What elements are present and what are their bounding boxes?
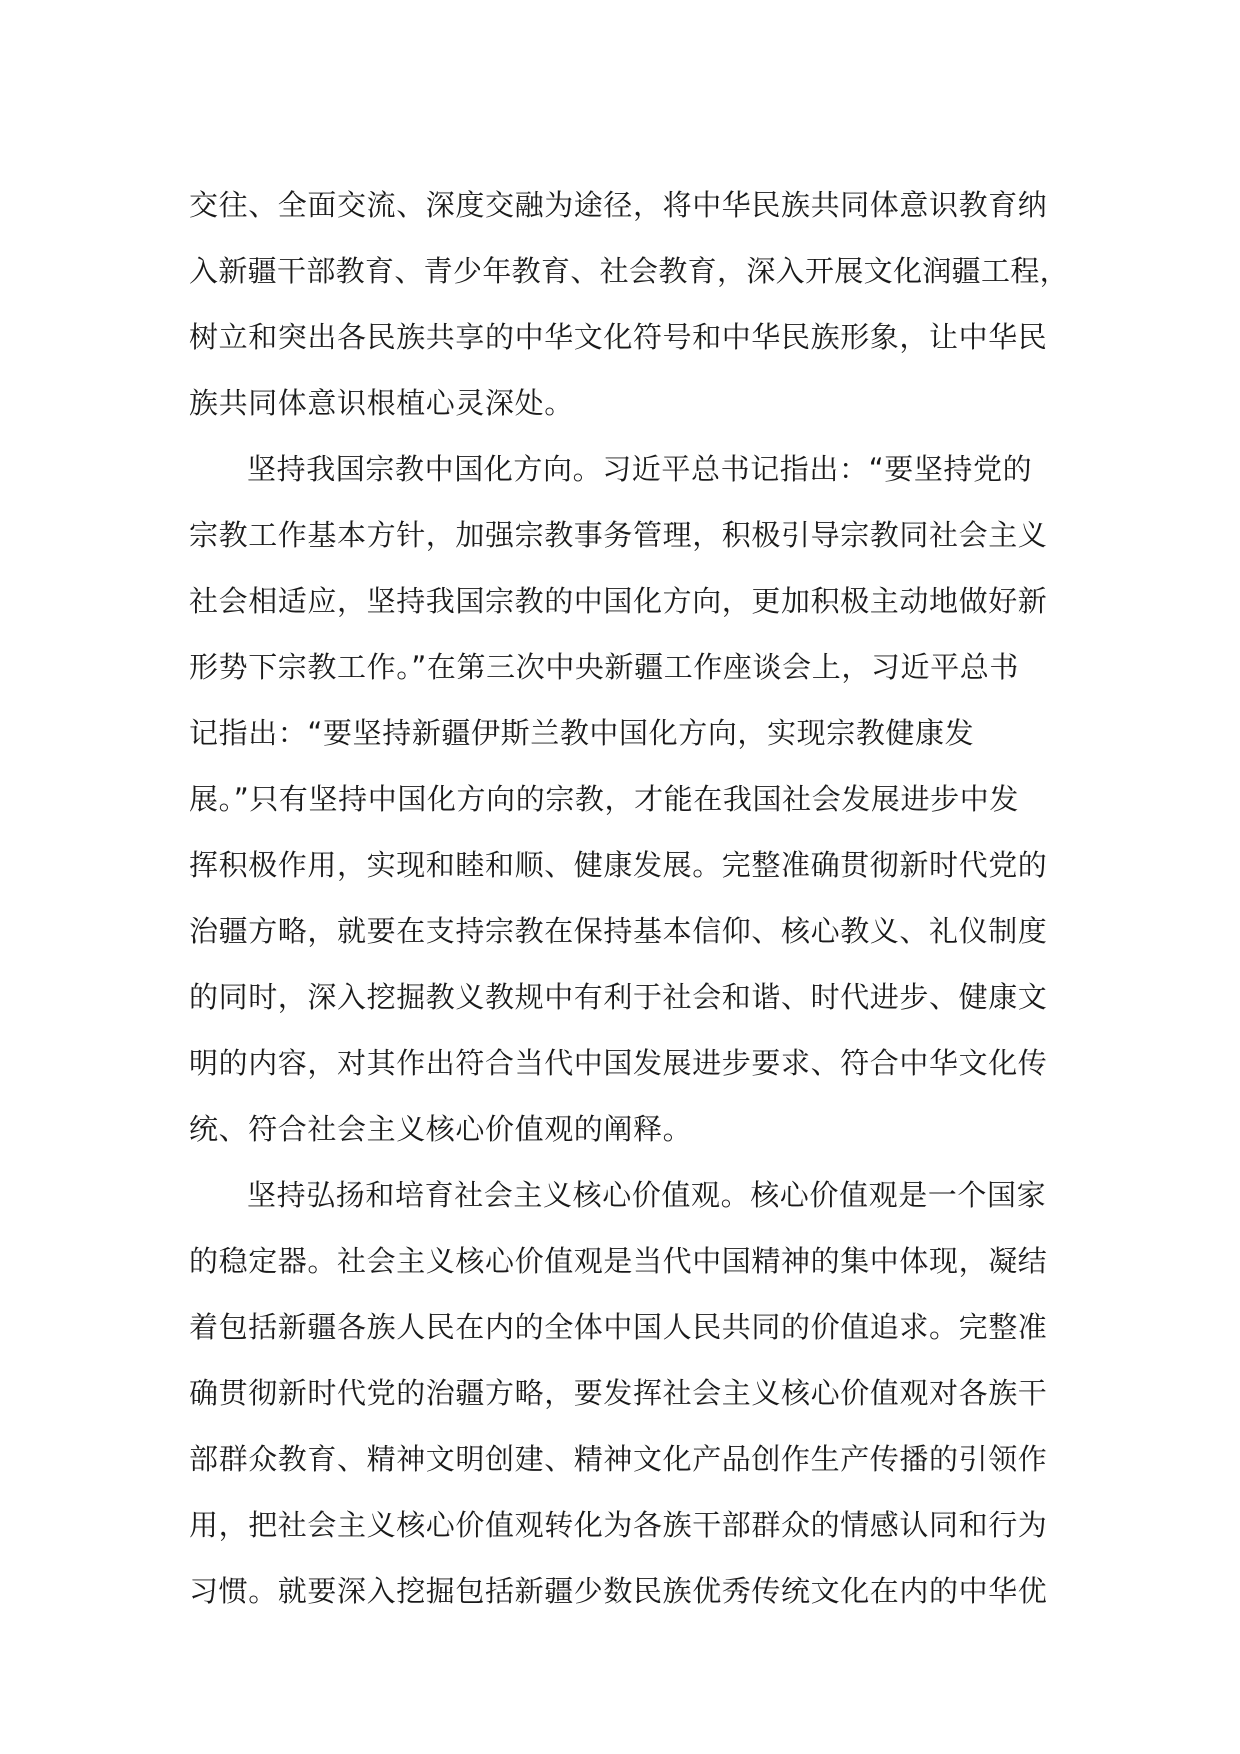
- text-line: 部群众教育、精神文明创建、精神文化产品创作生产传播的引领作: [189, 1442, 1048, 1476]
- text-line: 族共同体意识根植心灵深处。: [189, 386, 574, 420]
- text-line: 展。”只有坚持中国化方向的宗教，才能在我国社会发展进步中发: [189, 782, 1019, 816]
- text-line: 确贯彻新时代党的治疆方略，要发挥社会主义核心价值观对各族干: [189, 1376, 1048, 1410]
- text-line: 着包括新疆各族人民在内的全体中国人民共同的价值追求。完整准: [189, 1310, 1048, 1344]
- text-line: 的同时，深入挖掘教义教规中有利于社会和谐、时代进步、健康文: [189, 980, 1048, 1014]
- text-line: 明的内容，对其作出符合当代中国发展进步要求、符合中华文化传: [189, 1046, 1048, 1080]
- text-line: 坚持弘扬和培育社会主义核心价值观。核心价值观是一个国家: [247, 1178, 1047, 1212]
- text-line: 形势下宗教工作。”在第三次中央新疆工作座谈会上，习近平总书: [189, 650, 1019, 684]
- text-line: 习惯。就要深入挖掘包括新疆少数民族优秀传统文化在内的中华优: [189, 1574, 1048, 1608]
- text-line: 入新疆干部教育、青少年教育、社会教育，深入开展文化润疆工程，: [189, 254, 1070, 288]
- text-line: 用，把社会主义核心价值观转化为各族干部群众的情感认同和行为: [189, 1508, 1048, 1542]
- document-body: [189, 172, 1069, 1624]
- text-line: 的稳定器。社会主义核心价值观是当代中国精神的集中体现，凝结: [189, 1244, 1048, 1278]
- text-line: 治疆方略，就要在支持宗教在保持基本信仰、核心教义、礼仪制度: [189, 914, 1048, 948]
- text-line: 挥积极作用，实现和睦和顺、健康发展。完整准确贯彻新时代党的: [189, 848, 1048, 882]
- text-line: 宗教工作基本方针，加强宗教事务管理，积极引导宗教同社会主义: [189, 518, 1048, 552]
- text-line: 交往、全面交流、深度交融为途径，将中华民族共同体意识教育纳: [189, 188, 1048, 222]
- text-line: 坚持我国宗教中国化方向。习近平总书记指出：“要坚持党的: [247, 452, 1033, 486]
- text-line: 树立和突出各民族共享的中华文化符号和中华民族形象，让中华民: [189, 320, 1048, 354]
- text-line: 统、符合社会主义核心价值观的阐释。: [189, 1112, 693, 1146]
- text-line: 记指出：“要坚持新疆伊斯兰教中国化方向，实现宗教健康发: [189, 716, 975, 750]
- text-line: 社会相适应，坚持我国宗教的中国化方向，更加积极主动地做好新: [189, 584, 1048, 618]
